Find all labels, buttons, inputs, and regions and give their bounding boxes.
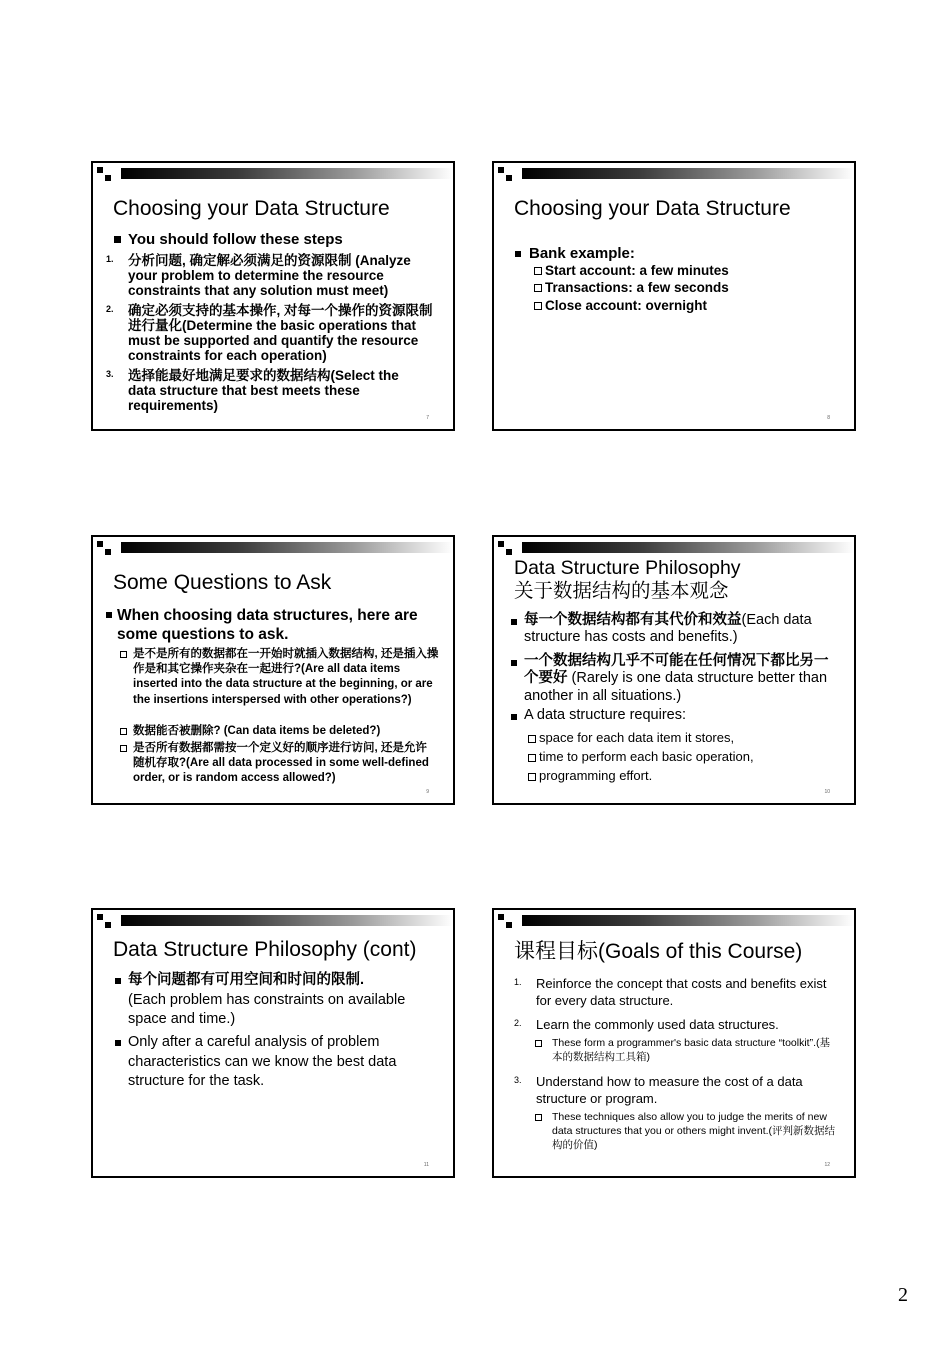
list-item: 是否所有数据都需按一个定义好的顺序进行访问, 还是允许随机存取?(Are all data processed in some well-defined order, or is random access allowed?) [133,741,438,787]
slide-11 [91,908,455,1178]
slide-number: 9 [426,789,429,795]
slide-7 [91,161,455,431]
bullet-item: 一个数据结构几乎不可能在任何情况下都比另一个要好 (Rarely is one data structure better than another in all situations.) [524,653,839,705]
slide-header-decoration [93,163,453,185]
goal-item: 1. Reinforce the concept that costs and benefits exist for every data structure. [514,976,827,1009]
step-item: 3. 选择能最好地满足要求的数据结构(Select the data structure that best meets these requirements) [106,368,399,414]
hollow-square-bullet-icon [534,302,542,310]
goal-sub-item: These techniques also allow you to judge the merits of new data structures that you or others might invent.(评判新数据结构的价值) [552,1110,838,1153]
square-bullet-icon [511,714,517,720]
square-bullet-icon [106,612,112,618]
hollow-square-bullet-icon [528,754,536,762]
slide-title: 课程目标(Goals of this Course) [514,940,803,963]
list-item: Close account: overnight [534,298,707,315]
hollow-square-bullet-icon [528,773,536,781]
slide-header-decoration [494,537,854,559]
slide-title: Data Structure Philosophy [514,557,741,579]
slide-title-chinese: 关于数据结构的基本观念 [514,580,729,602]
list-item: Start account: a few minutes [534,263,729,280]
slide-header-decoration [494,163,854,185]
list-item: 是不是所有的数据都在一开始时就插入数据结构, 还是插入操作是和其它操作夹杂在一起进行?(Are all data items inserted into the data structure at the beginning, or are the insertions interspersed with other operations?) [133,647,445,708]
slide-10 [492,535,856,805]
hollow-square-bullet-icon [120,745,127,752]
slide-header-decoration [494,910,854,932]
goal-sub-item: These form a programmer's basic data structure “toolkit”.(基本的数据结构工具箱) [552,1036,834,1064]
bullet-item: 每个问题都有可用空间和时间的限制. (Each problem has constraints on available space and time.) [128,971,428,1030]
slide-lead: You should follow these steps [128,231,428,249]
slide-number: 12 [824,1162,830,1168]
bullet-item: Only after a careful analysis of problem characteristics can we know the best data structure for the task. [128,1033,436,1092]
hollow-square-bullet-icon [120,728,127,735]
slide-header-decoration [93,910,453,932]
square-bullet-icon [114,236,121,243]
square-bullet-icon [511,619,517,625]
square-bullet-icon [511,660,517,666]
list-item: space for each data item it stores, [528,728,734,748]
square-bullet-icon [515,251,521,257]
slide-title: Choosing your Data Structure [514,197,791,220]
list-item: 数据能否被删除? (Can data items be deleted?) [133,724,445,739]
hollow-square-bullet-icon [534,267,542,275]
hollow-square-bullet-icon [535,1114,542,1121]
slide-number: 10 [824,789,830,795]
list-item: time to perform each basic operation, [528,747,754,767]
slide-header-decoration [93,537,453,559]
hollow-square-bullet-icon [535,1040,542,1047]
slide-number: 8 [827,415,830,421]
slide-title: Choosing your Data Structure [113,197,390,220]
goal-item: 3. Understand how to measure the cost of a data structure or program. [514,1074,803,1107]
slide-title: Data Structure Philosophy (cont) [113,938,417,961]
hollow-square-bullet-icon [120,651,127,658]
slide-9 [91,535,455,805]
slide-12 [492,908,856,1178]
goal-item: 2. Learn the commonly used data structures. [514,1017,779,1032]
page-number: 2 [898,1284,908,1306]
bullet-item: A data structure requires: [524,707,836,724]
slide-lead: When choosing data structures, here are some questions to ask. [117,607,437,645]
slide-number: 11 [423,1162,429,1168]
list-item: programming effort. [528,766,652,786]
hollow-square-bullet-icon [528,735,536,743]
bullet-item: 每一个数据结构都有其代价和效益(Each data structure has costs and benefits.) [524,612,836,647]
slide-title: Some Questions to Ask [113,571,332,594]
square-bullet-icon [115,1040,121,1046]
list-item: Transactions: a few seconds [534,280,729,297]
slide-lead: Bank example: [529,245,829,263]
square-bullet-icon [115,978,121,984]
slide-number: 7 [426,415,429,421]
hollow-square-bullet-icon [534,284,542,292]
step-item: 1. 分析问题, 确定解必须满足的资源限制 (Analyze your problem to determine the resource constraints that any solution must meet) [106,253,411,299]
step-item: 2. 确定必须支持的基本操作, 对每一个操作的资源限制进行量化(Determine the basic operations that must be supported and quantify the resource constraints for each operation) [106,303,433,364]
slide-8 [492,161,856,431]
